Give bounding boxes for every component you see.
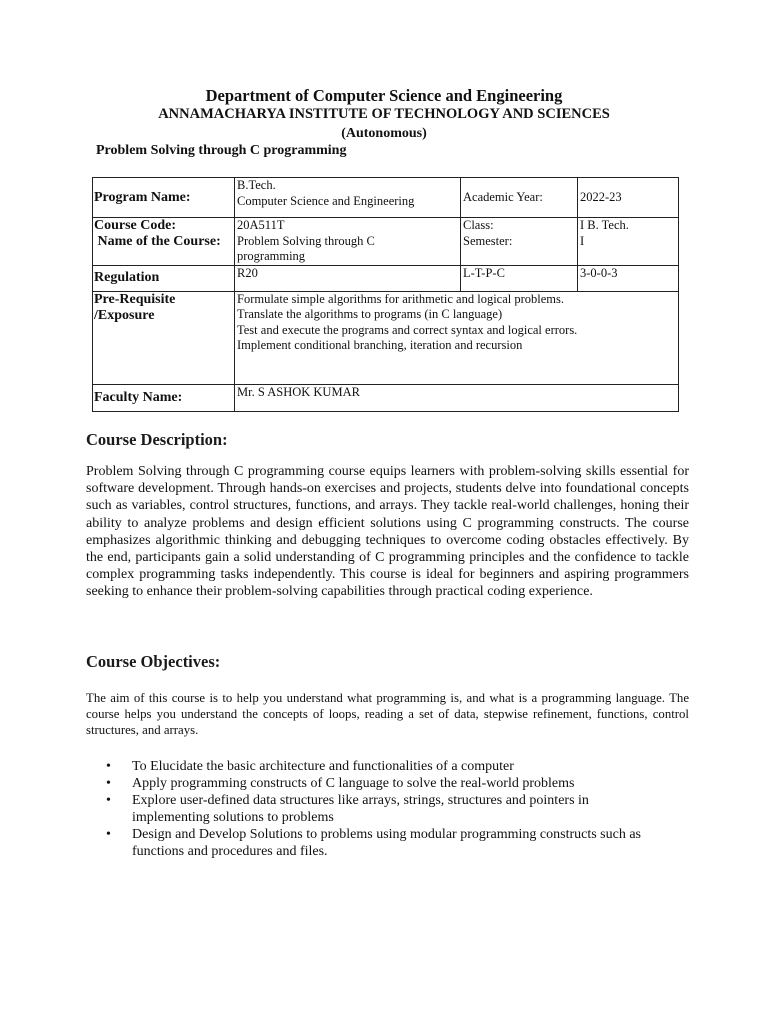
bullet-icon: • <box>106 759 111 774</box>
course-values <box>235 218 461 266</box>
institute-name: ANNAMACHARYA INSTITUTE OF TECHNOLOGY AND SCIENCES <box>158 106 610 122</box>
list-item <box>106 826 666 860</box>
bullet-icon: • <box>106 793 111 808</box>
objective-text: To Elucidate the basic architecture and functionalities of a computer <box>132 759 514 774</box>
program-branch: Computer Science and Engineering <box>237 193 415 208</box>
course-name-label: Name of the Course: <box>94 234 221 249</box>
course-objectives-intro: The aim of this course is to help you understand what programming is, and what is a programming language. The course helps you understand the concepts of loops, reading a set of data, stepwise refinement, functions, control structures, and arrays. <box>86 691 689 738</box>
autonomous-label: (Autonomous) <box>341 126 427 141</box>
semester-label: Semester: <box>463 233 513 248</box>
ltpc-value: 3-0-0-3 <box>578 265 679 291</box>
program-value <box>235 178 461 218</box>
objective-text: Explore user-defined data structures like arrays, strings, structures and pointers in implementing solutions to problems <box>132 793 589 825</box>
prerequisite-label-line-2: /Exposure <box>94 307 155 323</box>
ltpc-label: L-T-P-C <box>461 265 578 291</box>
bullet-icon: • <box>106 827 111 842</box>
program-degree: B.Tech. <box>237 178 276 192</box>
list-item <box>106 792 666 826</box>
table-row <box>93 265 679 291</box>
regulation-value: R20 <box>235 265 461 291</box>
prerequisite-item: Implement conditional branching, iteration and recursion <box>237 338 523 352</box>
class-label: Class: <box>463 218 494 232</box>
objective-text: Apply programming constructs of C language to solve the real-world problems <box>132 776 575 791</box>
course-objectives-heading: Course Objectives: <box>86 652 221 671</box>
table-row <box>93 291 679 384</box>
prerequisite-list <box>235 291 679 384</box>
list-item <box>106 775 666 792</box>
semester-value: I <box>580 233 585 248</box>
objectives-list <box>106 758 666 860</box>
course-description-heading: Course Description: <box>86 430 228 449</box>
prerequisite-item: Translate the algorithms to programs (in C language) <box>237 307 503 321</box>
academic-year-label: Academic Year: <box>461 178 578 218</box>
course-code-label: Course Code: <box>94 218 177 233</box>
course-info-table <box>92 177 679 412</box>
table-row <box>93 384 679 411</box>
table-row <box>93 178 679 218</box>
course-name-value: Problem Solving through C programming <box>237 233 375 263</box>
list-item <box>106 758 666 775</box>
subject-title: Problem Solving through C programming <box>96 143 347 158</box>
faculty-label: Faculty Name: <box>93 384 235 411</box>
course-code-value: 20A511T <box>237 218 285 232</box>
course-description-text: Problem Solving through C programming course equips learners with problem-solving skills essential for software development. Through hands-on exercises and projects, students delve into foundational concepts such as variables, control structures, functions, and arrays. They tackle real-world challenges, honing their ability to analyze problems and design efficient solutions using C programming constructs. The course emphasizes algorithmic thinking and debugging techniques to overcome coding obstacles effectively. By the end, participants gain a solid understanding of C programming principles and the confidence to tackle complex programming tasks independently. This course is ideal for beginners and aspiring programmers seeking to enhance their problem-solving capabilities through practical coding experience. <box>86 464 689 600</box>
regulation-label: Regulation <box>93 265 235 291</box>
prerequisite-item: Test and execute the programs and correct syntax and logical errors. <box>237 322 578 337</box>
program-label: Program Name: <box>93 178 235 218</box>
class-value: I B. Tech. <box>580 218 629 232</box>
faculty-value: Mr. S ASHOK KUMAR <box>235 384 679 411</box>
academic-year-value: 2022-23 <box>578 178 679 218</box>
objective-text: Design and Develop Solutions to problems using modular programming constructs such as functions and procedures and files. <box>132 827 641 859</box>
table-row <box>93 218 679 266</box>
prerequisite-item: Formulate simple algorithms for arithmetic and logical problems. <box>237 291 565 306</box>
prerequisite-label-line-1: Pre-Requisite <box>94 291 176 307</box>
department-title: Department of Computer Science and Engineering <box>205 86 563 105</box>
course-labels <box>93 218 235 266</box>
bullet-icon: • <box>106 776 111 791</box>
prerequisite-label <box>93 291 235 384</box>
class-semester-values <box>578 218 679 266</box>
class-semester-labels <box>461 218 578 266</box>
